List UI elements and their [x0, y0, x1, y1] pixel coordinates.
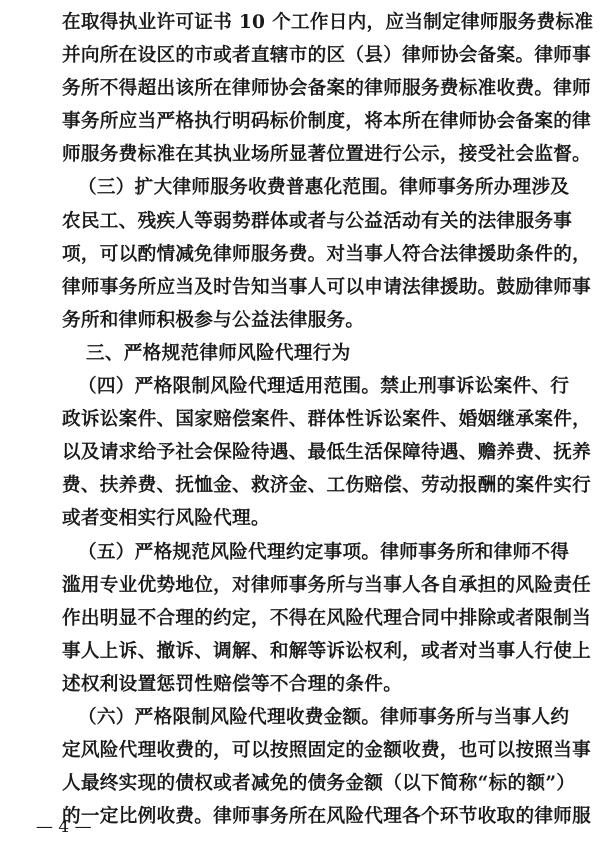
text-line: 务所不得超出该所在律师协会备案的律师服务费标准收费。律师: [62, 78, 592, 100]
text-line: 农民工、残疾人等弱势群体或者与公益活动有关的法律服务事: [62, 210, 573, 232]
section-four-heading: （四）严格限制风险代理适用范围。禁止刑事诉讼案件、行: [78, 376, 570, 398]
text-line: 并向所在设区的市或者直辖市的区（县）律师协会备案。律师事: [62, 45, 592, 67]
text-line: 费、扶养费、抚恤金、救济金、工伤赔偿、劳动报酬的案件实行: [62, 475, 592, 497]
text-line: 或者变相实行风险代理。: [62, 508, 270, 530]
text-line: 人最终实现的债权或者减免的债务金额（以下简称“标的额”）: [62, 773, 576, 795]
text-line: 定风险代理收费的，可以按照固定的金额收费，也可以按照当事: [62, 740, 592, 762]
page-number: — 4 —: [36, 817, 92, 837]
text-line: 滥用专业优势地位，对律师事务所与当事人各自承担的风险责任: [62, 574, 592, 596]
text-line: 项，可以酌情减免律师服务费。对当事人符合法律援助条件的，: [62, 243, 592, 265]
text-line: 的一定比例收费。律师事务所在风险代理各个环节收取的律师服: [62, 806, 592, 828]
text-line: 述权利设置惩罚性赔偿等不合理的条件。: [62, 673, 403, 695]
text-line: 在取得执业许可证书 10 个工作日内，应当制定律师服务费标准: [62, 12, 594, 33]
text-line: 以及请求给予社会保险待遇、最低生活保障待遇、赡养费、抚养: [62, 442, 592, 464]
section-six-heading: （六）严格限制风险代理收费金额。律师事务所与当事人约: [78, 706, 570, 728]
section-three-heading: （三）扩大律师服务收费普惠化范围。律师事务所办理涉及: [78, 177, 570, 199]
text-line: 事务所应当严格执行明码标价制度，将本所在律师协会备案的律: [62, 111, 592, 133]
section-five-heading: （五）严格规范风险代理约定事项。律师事务所和律师不得: [78, 541, 570, 563]
text-line: 律师事务所应当及时告知当事人可以申请法律援助。鼓励律师事: [62, 276, 592, 298]
text-line: 师服务费标准在其执业场所显著位置进行公示，接受社会监督。: [62, 144, 592, 166]
text-line: 作出明显不合理的约定，不得在风险代理合同中排除或者限制当: [62, 607, 592, 629]
document-body: [62, 6, 594, 833]
text-line: 务所和律师积极参与公益法律服务。: [62, 309, 365, 331]
text-line: 政诉讼案件、国家赔偿案件、群体性诉讼案件、婚姻继承案件，: [62, 409, 592, 431]
text-line: 事人上诉、撤诉、调解、和解等诉讼权利，或者对当事人行使上: [62, 640, 592, 662]
chapter-heading: 三、严格规范律师风险代理行为: [86, 342, 351, 364]
